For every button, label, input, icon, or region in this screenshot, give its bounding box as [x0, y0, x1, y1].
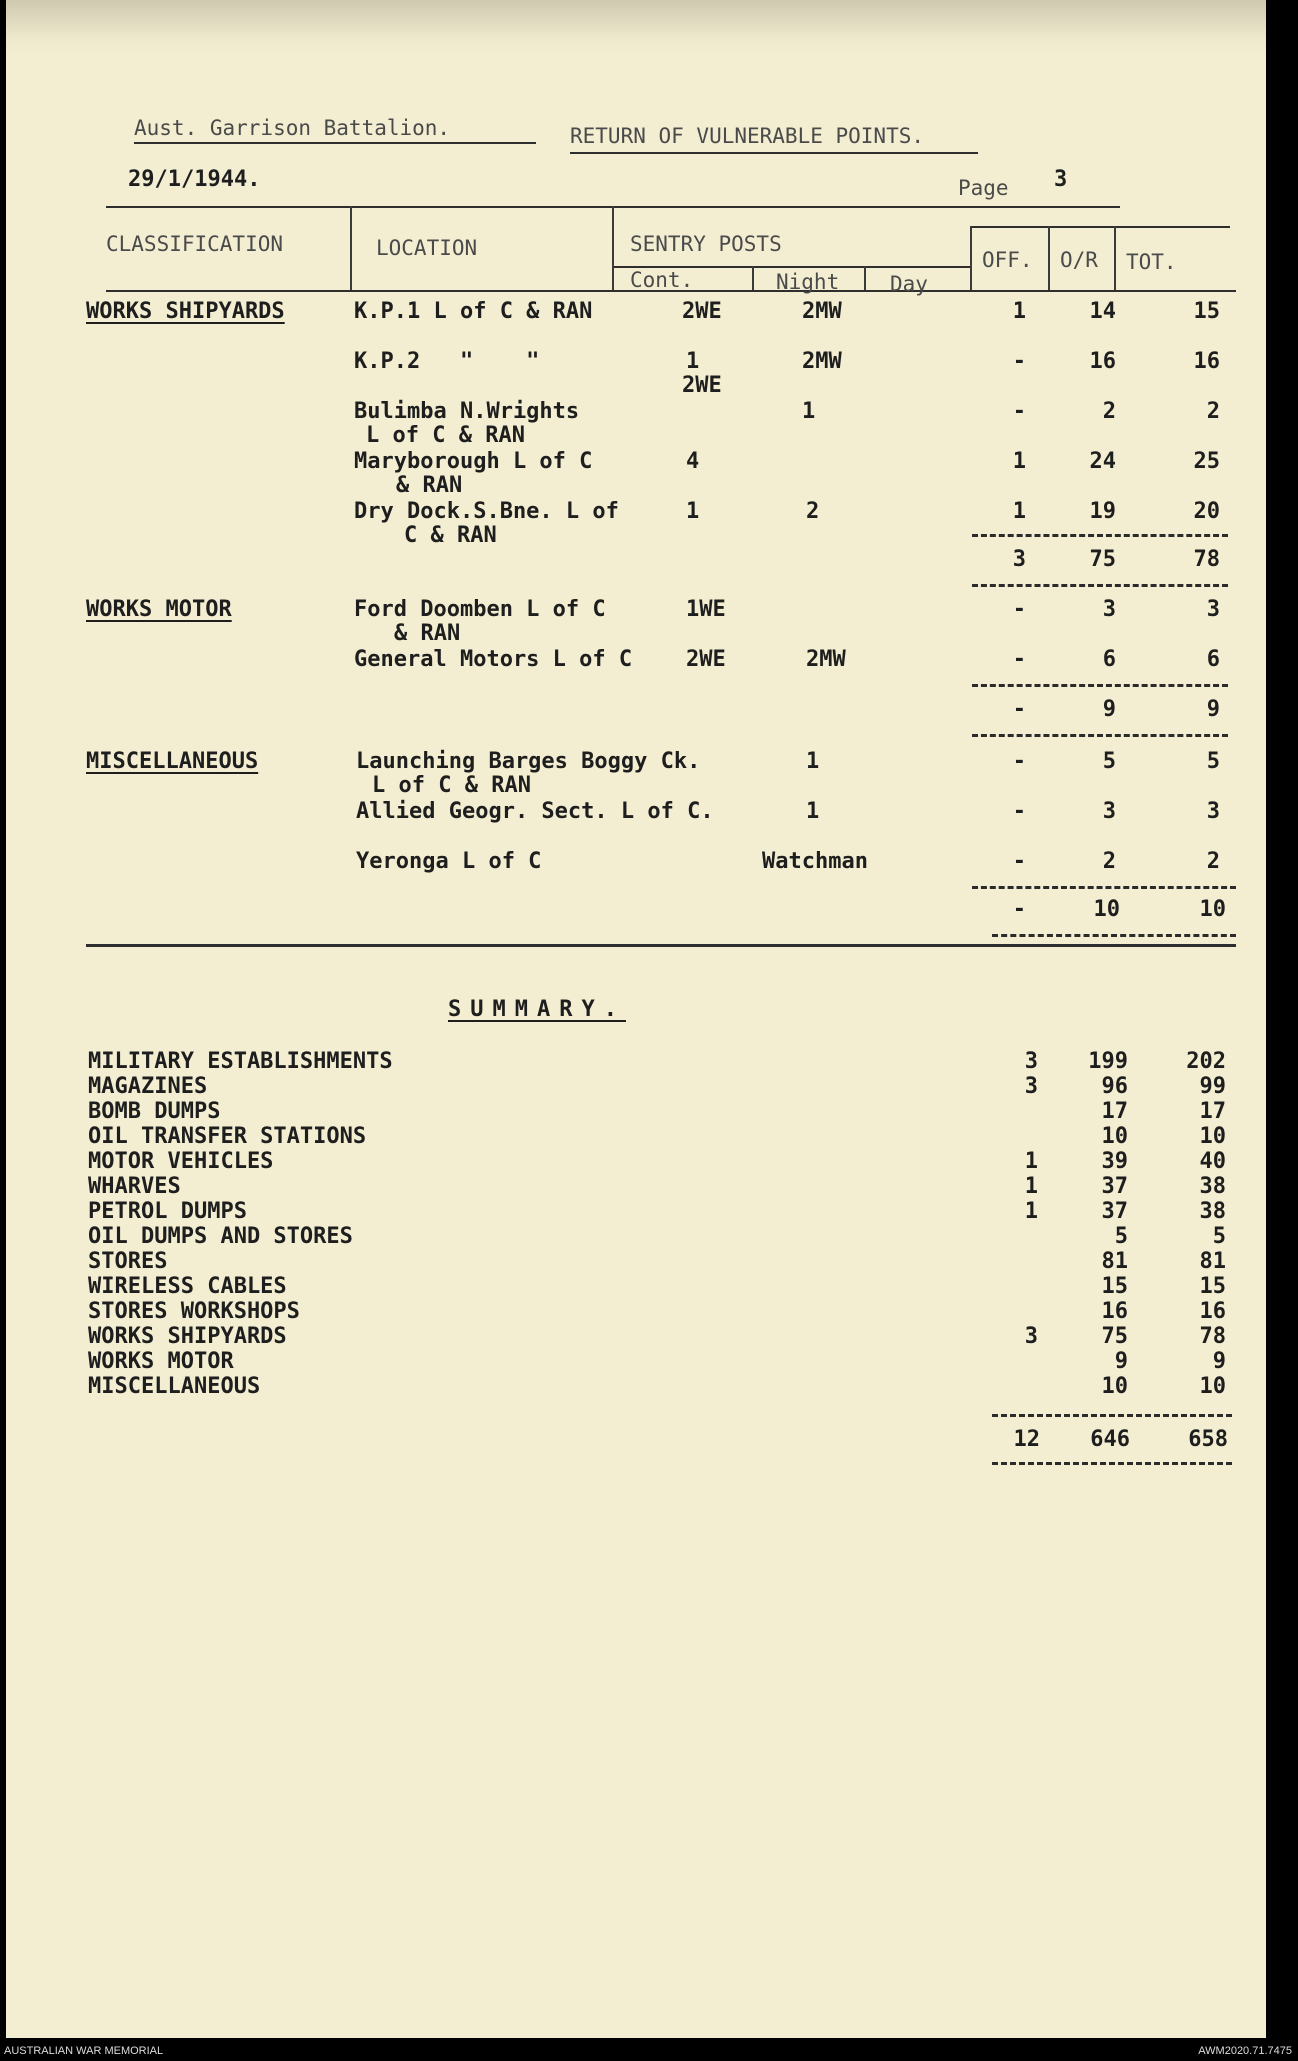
summary-off: 3 — [1024, 1074, 1038, 1099]
summary-off: 1 — [1024, 1174, 1038, 1199]
location-cell: K.P.1 L of C & RAN — [354, 299, 593, 324]
subtotal-tot: 10 — [1199, 897, 1226, 922]
location-cell: Ford Doomben L of C — [354, 597, 606, 622]
off-cell: 1 — [1012, 499, 1026, 524]
summary-off: 3 — [1024, 1049, 1038, 1074]
summary-tot: 10 — [1199, 1374, 1226, 1399]
location-cell: Launching Barges Boggy Ck. — [356, 749, 701, 774]
subtotal-off: - — [1012, 897, 1026, 922]
or-cell: 2 — [1102, 399, 1116, 424]
summary-tot: 99 — [1199, 1074, 1226, 1099]
summary-name: WORKS MOTOR — [88, 1349, 234, 1374]
subtotal-or: 10 — [1093, 897, 1120, 922]
col-divider-7 — [1114, 226, 1116, 290]
footer-left: AUSTRALIAN WAR MEMORIAL — [4, 2045, 164, 2057]
summary-name: STORES WORKSHOPS — [88, 1299, 300, 1324]
document-title: RETURN OF VULNERABLE POINTS. — [570, 124, 925, 148]
summary-name: OIL DUMPS AND STORES — [88, 1224, 353, 1249]
col-sentry-posts: SENTRY POSTS — [630, 232, 782, 256]
location-cell-line2: & RAN — [394, 621, 461, 646]
summary-off: 1 — [1024, 1149, 1038, 1174]
off-cell: - — [1012, 849, 1026, 874]
location-cell-line2: & RAN — [396, 473, 463, 498]
night-cell: 2MW — [802, 299, 842, 324]
or-cell: 3 — [1102, 799, 1116, 824]
night-cell: Watchman — [762, 849, 868, 874]
night-cell: 2 — [806, 499, 820, 524]
unit-underline — [134, 142, 536, 144]
summary-tot: 38 — [1199, 1174, 1226, 1199]
col-divider-1 — [350, 206, 352, 290]
col-location: LOCATION — [376, 236, 478, 260]
or-cell: 5 — [1102, 749, 1116, 774]
section-title-misc: MISCELLANEOUS — [86, 749, 259, 774]
location-cell-line2: L of C & RAN — [366, 423, 525, 448]
col-divider-2 — [612, 206, 614, 290]
subtotal-rule-top — [972, 886, 1236, 889]
summary-name: WIRELESS CABLES — [88, 1274, 287, 1299]
summary-or: 199 — [1088, 1049, 1128, 1074]
col-divider-4 — [864, 266, 866, 290]
tot-cell: 6 — [1206, 647, 1220, 672]
subtotal-off: 3 — [1012, 547, 1026, 572]
or-cell: 24 — [1089, 449, 1116, 474]
summary-off: 1 — [1024, 1199, 1038, 1224]
totals-top-rule — [972, 226, 1230, 228]
tot-cell: 25 — [1193, 449, 1220, 474]
summary-tot: 40 — [1199, 1149, 1226, 1174]
subtotal-rule-bottom — [972, 734, 1228, 737]
col-cont: Cont. — [630, 268, 694, 292]
summary-or: 5 — [1114, 1224, 1128, 1249]
night-cell: 2MW — [802, 349, 842, 374]
summary-or: 37 — [1101, 1199, 1128, 1224]
summary-tot: 202 — [1186, 1049, 1226, 1074]
col-tot: TOT. — [1126, 250, 1177, 274]
section-title-motor: WORKS MOTOR — [86, 597, 232, 622]
summary-name: OIL TRANSFER STATIONS — [88, 1124, 367, 1149]
summary-or: 96 — [1101, 1074, 1128, 1099]
summary-title: SUMMARY. — [448, 997, 626, 1022]
summary-name: WHARVES — [88, 1174, 181, 1199]
scan-top-edge — [6, 0, 1266, 58]
col-or: O/R — [1060, 248, 1098, 272]
or-cell: 19 — [1089, 499, 1116, 524]
or-cell: 14 — [1089, 299, 1116, 324]
location-cell: Maryborough L of C — [354, 449, 593, 474]
off-cell: - — [1012, 799, 1026, 824]
night-cell: 1 — [806, 749, 820, 774]
subtotal-or: 75 — [1089, 547, 1116, 572]
summary-or: 17 — [1101, 1099, 1128, 1124]
summary-name: MOTOR VEHICLES — [88, 1149, 274, 1174]
summary-or: 81 — [1101, 1249, 1128, 1274]
summary-name: WORKS SHIPYARDS — [88, 1324, 287, 1349]
summary-tot: 81 — [1199, 1249, 1226, 1274]
tot-cell: 2 — [1206, 399, 1220, 424]
off-cell: - — [1012, 349, 1026, 374]
summary-or: 15 — [1101, 1274, 1128, 1299]
tot-cell: 15 — [1193, 299, 1220, 324]
summary-or: 10 — [1101, 1374, 1128, 1399]
off-cell: - — [1012, 597, 1026, 622]
summary-or: 10 — [1101, 1124, 1128, 1149]
summary-rule-top — [992, 1414, 1232, 1417]
col-divider-6 — [1048, 226, 1050, 290]
summary-tot: 16 — [1199, 1299, 1226, 1324]
or-cell: 16 — [1089, 349, 1116, 374]
cont-cell: 2WE — [682, 299, 722, 324]
night-cell: 1 — [802, 399, 816, 424]
location-cell: Yeronga L of C — [356, 849, 542, 874]
summary-name: MISCELLANEOUS — [88, 1374, 261, 1399]
location-cell-line2: C & RAN — [404, 523, 497, 548]
summary-total-tot: 658 — [1188, 1427, 1228, 1452]
summary-name: MILITARY ESTABLISHMENTS — [88, 1049, 393, 1074]
section-title-shipyards: WORKS SHIPYARDS — [86, 299, 285, 324]
tot-cell: 2 — [1206, 849, 1220, 874]
location-cell-line2: L of C & RAN — [372, 773, 531, 798]
summary-name: PETROL DUMPS — [88, 1199, 247, 1224]
cont-cell-line2: 2WE — [682, 373, 722, 398]
subtotal-rule-top — [972, 684, 1228, 687]
off-cell: 1 — [1012, 449, 1026, 474]
summary-tot: 38 — [1199, 1199, 1226, 1224]
summary-name: MAGAZINES — [88, 1074, 208, 1099]
col-divider-5 — [970, 226, 972, 290]
tot-cell: 5 — [1206, 749, 1220, 774]
unit-name: Aust. Garrison Battalion. — [134, 116, 451, 140]
cont-cell: 1WE — [686, 597, 726, 622]
summary-name: STORES — [88, 1249, 168, 1274]
location-cell: Allied Geogr. Sect. L of C. — [356, 799, 714, 824]
document-page — [6, 0, 1266, 2038]
subtotal-tot: 78 — [1193, 547, 1220, 572]
subtotal-rule-bottom — [992, 934, 1236, 937]
subtotal-rule-bottom — [972, 584, 1228, 587]
summary-name: BOMB DUMPS — [88, 1099, 221, 1124]
summary-off: 3 — [1024, 1324, 1038, 1349]
footer-right: AWM2020.71.7475 — [1198, 2045, 1292, 2057]
summary-total-or: 646 — [1090, 1427, 1130, 1452]
summary-tot: 5 — [1212, 1224, 1226, 1249]
col-classification: CLASSIFICATION — [106, 232, 284, 256]
night-cell: 2MW — [806, 647, 846, 672]
cont-cell: 2WE — [686, 647, 726, 672]
col-divider-3 — [752, 266, 754, 290]
location-cell: General Motors L of C — [354, 647, 633, 672]
subtotal-or: 9 — [1102, 697, 1116, 722]
summary-or: 75 — [1101, 1324, 1128, 1349]
summary-tot: 78 — [1199, 1324, 1226, 1349]
summary-tot: 10 — [1199, 1124, 1226, 1149]
document-date: 29/1/1944. — [128, 167, 261, 192]
summary-tot: 17 — [1199, 1099, 1226, 1124]
col-off: OFF. — [982, 248, 1033, 272]
or-cell: 3 — [1102, 597, 1116, 622]
cont-cell: 1 — [686, 499, 700, 524]
tot-cell: 3 — [1206, 597, 1220, 622]
title-underline — [570, 152, 978, 154]
col-day: Day — [890, 272, 928, 296]
or-cell: 6 — [1102, 647, 1116, 672]
summary-or: 16 — [1101, 1299, 1128, 1324]
or-cell: 2 — [1102, 849, 1116, 874]
location-cell: K.P.2 " " — [354, 349, 540, 374]
col-night: Night — [776, 270, 840, 294]
off-cell: - — [1012, 749, 1026, 774]
tot-cell: 20 — [1193, 499, 1220, 524]
subtotal-rule-top — [972, 534, 1228, 537]
night-cell: 1 — [806, 799, 820, 824]
location-cell: Bulimba N.Wrights — [354, 399, 580, 424]
summary-rule-bottom — [992, 1462, 1232, 1465]
cont-cell: 1 — [686, 349, 700, 374]
summary-total-off: 12 — [1013, 1427, 1040, 1452]
cont-cell: 4 — [686, 449, 700, 474]
summary-tot: 15 — [1199, 1274, 1226, 1299]
subtotal-off: - — [1012, 697, 1026, 722]
summary-or: 37 — [1101, 1174, 1128, 1199]
tot-cell: 3 — [1206, 799, 1220, 824]
table-end-rule — [86, 944, 1236, 947]
summary-or: 39 — [1101, 1149, 1128, 1174]
off-cell: 1 — [1012, 299, 1026, 324]
summary-tot: 9 — [1212, 1349, 1226, 1374]
page-label: Page — [958, 176, 1009, 200]
off-cell: - — [1012, 399, 1026, 424]
archive-footer — [0, 2042, 1298, 2061]
subtotal-tot: 9 — [1206, 697, 1220, 722]
off-cell: - — [1012, 647, 1026, 672]
tot-cell: 16 — [1193, 349, 1220, 374]
summary-or: 9 — [1114, 1349, 1128, 1374]
page-number: 3 — [1054, 167, 1068, 192]
location-cell: Dry Dock.S.Bne. L of — [354, 499, 619, 524]
